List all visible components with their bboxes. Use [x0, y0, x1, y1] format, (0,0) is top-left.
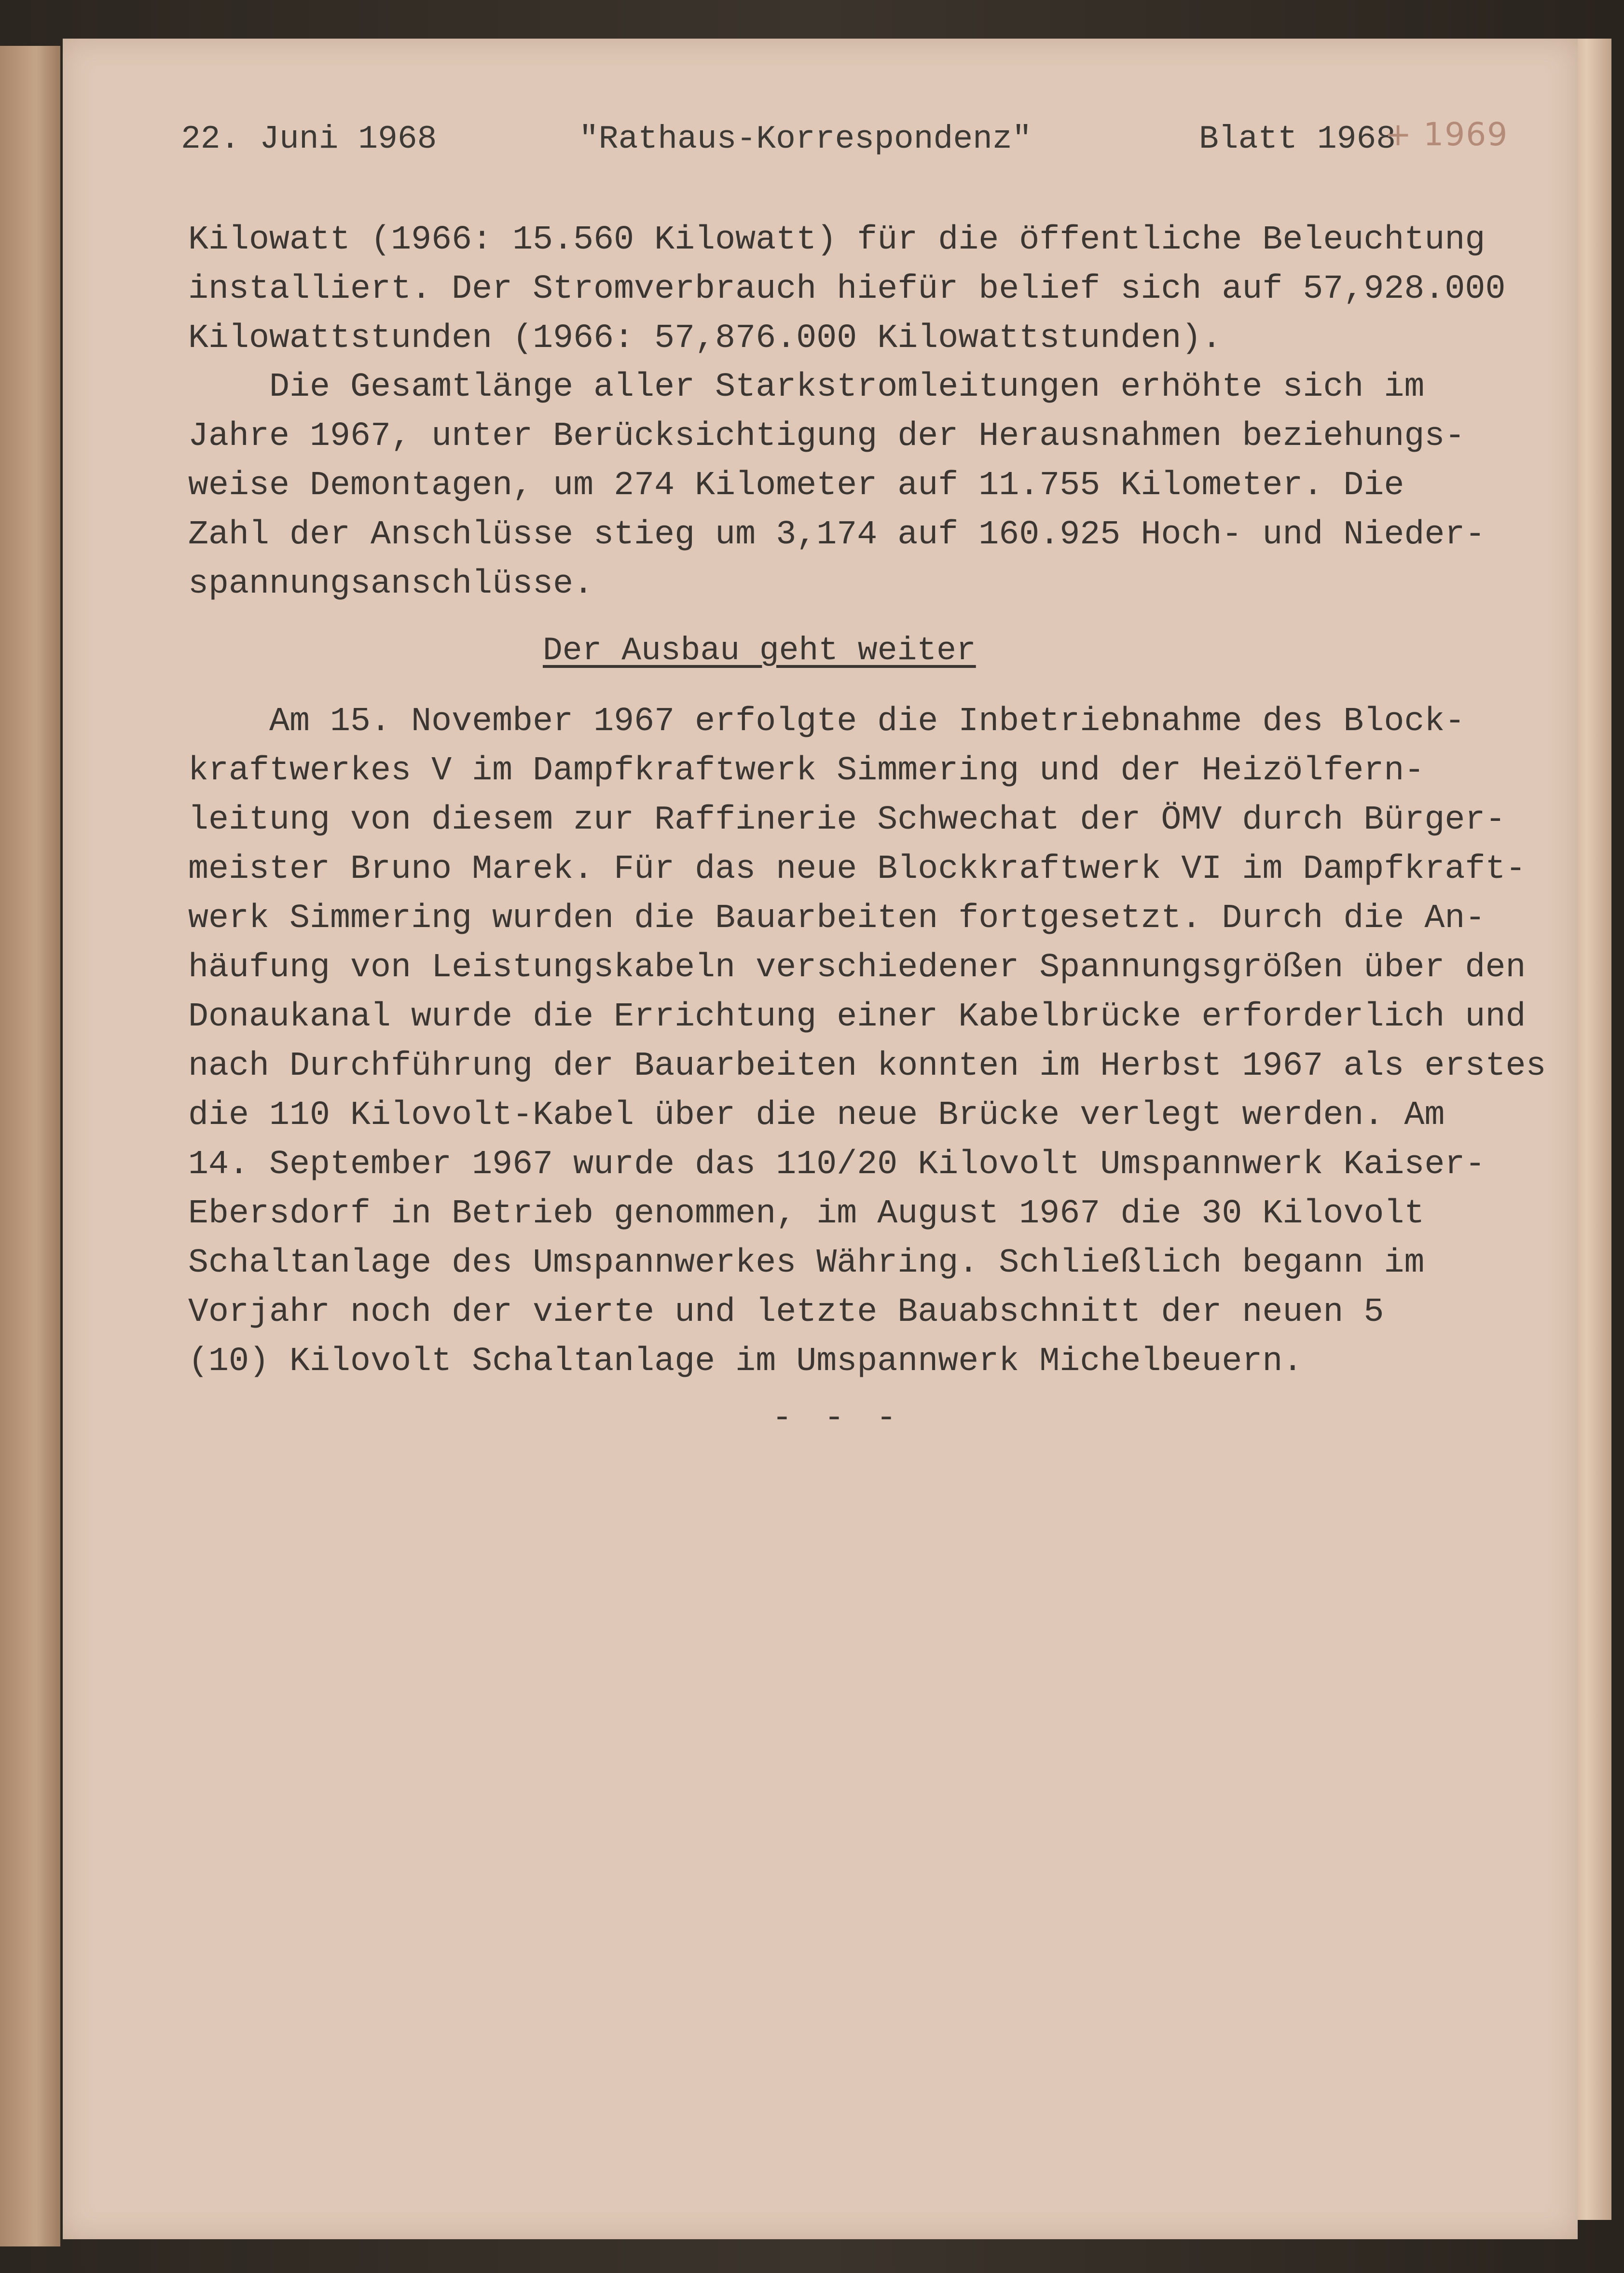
text-line: Am 15. November 1967 erfolgte die Inbetriebnahme des Block-: [188, 703, 1465, 741]
text-line: Kilowattstunden (1966: 57,876.000 Kilowattstunden).: [188, 319, 1222, 358]
previous-page-edge: [0, 46, 60, 2246]
text-line: Schaltanlage des Umspannwerkes Währing. Schließlich begann im: [188, 1244, 1425, 1282]
text-line: Jahre 1967, unter Berücksichtigung der Herausnahmen beziehungs-: [188, 417, 1465, 456]
text-line: 14. September 1967 wurde das 110/20 Kilovolt Umspannwerk Kaiser-: [188, 1146, 1486, 1184]
text-line: Vorjahr noch der vierte und letzte Bauabschnitt der neuen 5: [188, 1293, 1384, 1331]
text-line: installiert. Der Stromverbrauch hiefür belief sich auf 57,928.000: [188, 270, 1506, 308]
section-heading: Der Ausbau geht weiter: [543, 632, 976, 669]
text-line: Donaukanal wurde die Errichtung einer Kabelbrücke erforderlich und: [188, 998, 1526, 1036]
text-line: weise Demontagen, um 274 Kilometer auf 11.755 Kilometer. Die: [188, 467, 1404, 505]
header-publication: "Rathaus-Korrespondenz": [579, 121, 1032, 158]
handwritten-sheet-note: + 1969: [1385, 116, 1509, 153]
header-sheet-number: Blatt 1968: [1199, 121, 1396, 158]
text-line: Kilowatt (1966: 15.560 Kilowatt) für die öffentliche Beleuchtung: [188, 221, 1486, 259]
paragraph-street-lighting: [188, 216, 1539, 363]
text-line: (10) Kilovolt Schaltanlage im Umspannwerk Michelbeuern.: [188, 1343, 1303, 1381]
text-line: Die Gesamtlänge aller Starkstromleitungen erhöhte sich im: [188, 368, 1425, 406]
paragraph-expansion: [188, 697, 1546, 1386]
end-of-article-mark: - - -: [772, 1400, 903, 1438]
text-line: leitung von diesem zur Raffinerie Schwechat der ÖMV durch Bürger-: [188, 801, 1506, 839]
text-line: nach Durchführung der Bauarbeiten konnten im Herbst 1967 als erstes: [188, 1047, 1546, 1085]
text-line: kraftwerkes V im Dampfkraftwerk Simmering und der Heizölfern-: [188, 752, 1425, 790]
paragraph-power-lines: [188, 363, 1539, 609]
text-line: die 110 Kilovolt-Kabel über die neue Brücke verlegt werden. Am: [188, 1096, 1445, 1135]
text-line: Ebersdorf in Betrieb genommen, im August 1967 die 30 Kilovolt: [188, 1195, 1425, 1233]
text-line: Zahl der Anschlüsse stieg um 3,174 auf 160.925 Hoch- und Nieder-: [188, 516, 1486, 554]
header-date: 22. Juni 1968: [181, 121, 437, 158]
text-line: häufung von Leistungskabeln verschiedener Spannungsgrößen über den: [188, 949, 1526, 987]
text-line: werk Simmering wurden die Bauarbeiten fortgesetzt. Durch die An-: [188, 900, 1486, 938]
text-line: meister Bruno Marek. Für das neue Blockkraftwerk VI im Dampfkraft-: [188, 850, 1526, 888]
text-line: spannungsanschlüsse.: [188, 565, 594, 603]
